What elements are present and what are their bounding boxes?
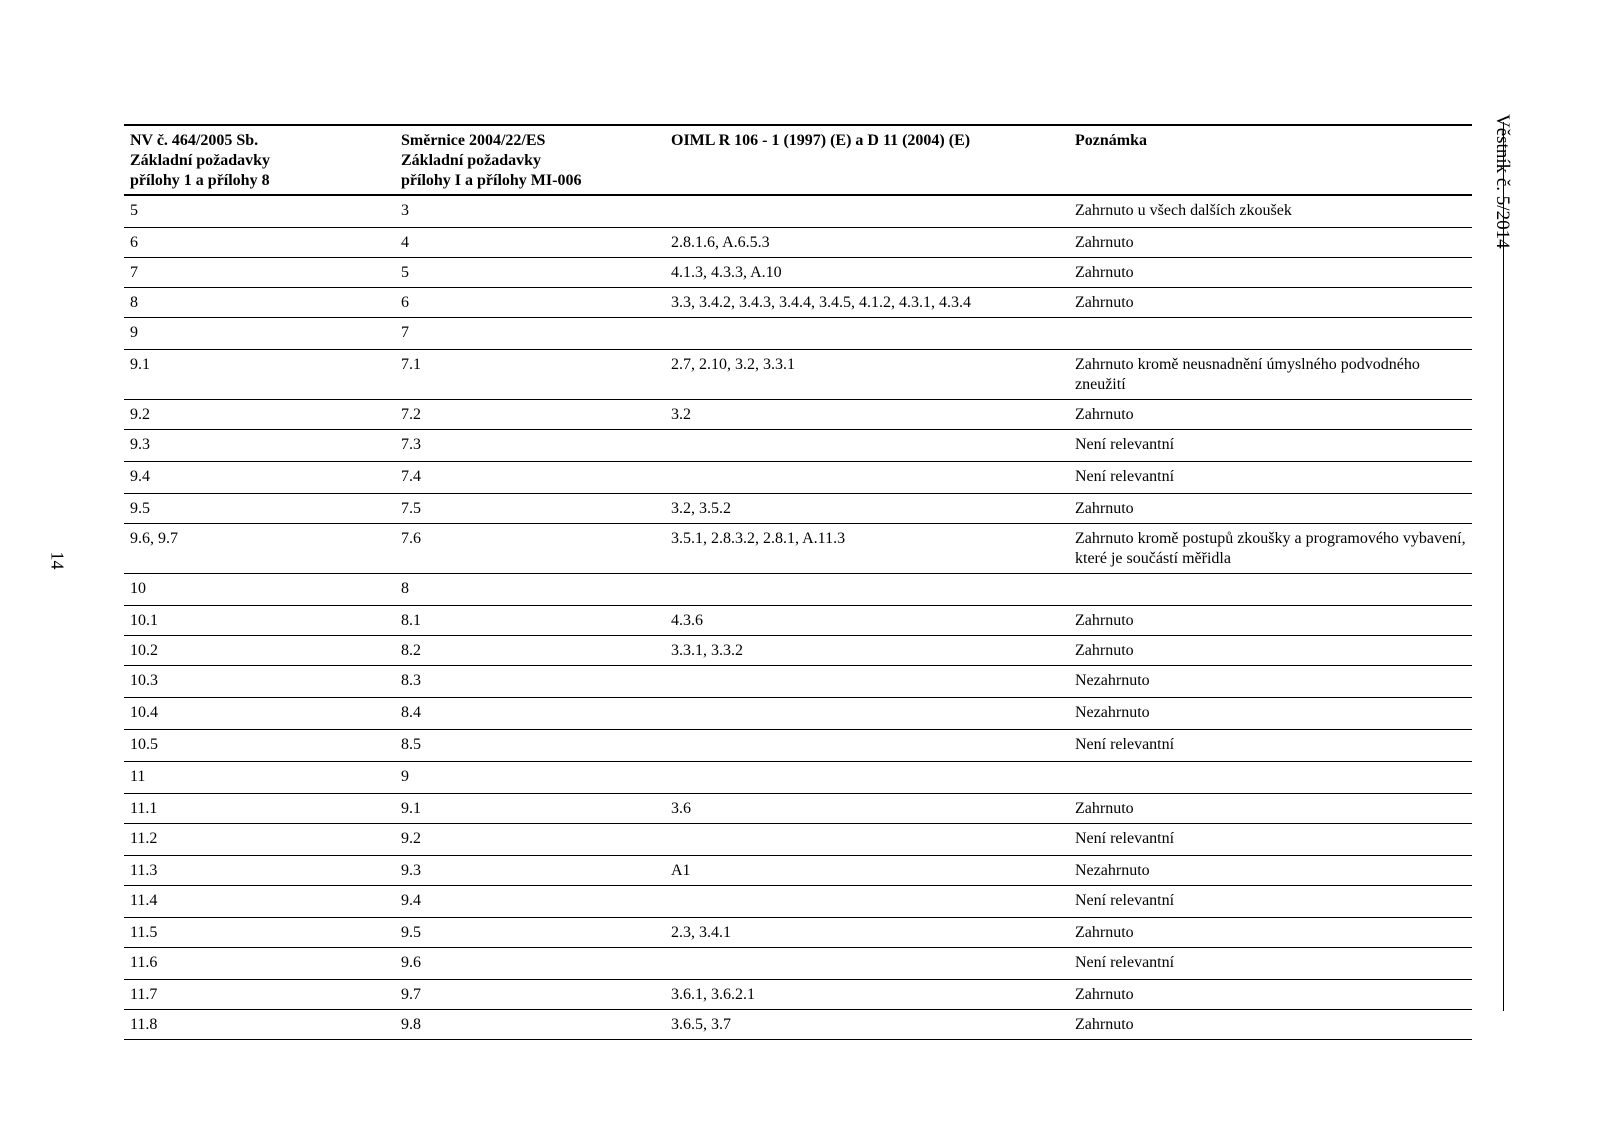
cell-oiml: A1 <box>671 862 691 879</box>
cell-poznamka: Nezahrnuto <box>1075 862 1150 879</box>
cell-smernice: 4 <box>401 234 409 251</box>
table-row <box>124 574 1472 606</box>
cell-nv: 9.3 <box>130 436 150 453</box>
cell-poznamka: Zahrnuto <box>1075 406 1134 423</box>
cell-poznamka: Zahrnuto <box>1075 1016 1134 1033</box>
cell-nv: 9.4 <box>130 468 150 485</box>
cell-oiml: 3.6.1, 3.6.2.1 <box>671 986 755 1003</box>
table-row <box>124 666 1472 698</box>
table-row <box>124 430 1472 462</box>
table-row <box>124 980 1472 1010</box>
cell-poznamka: Zahrnuto <box>1075 294 1134 311</box>
cell-nv: 10.1 <box>130 612 158 629</box>
cell-poznamka: Zahrnuto <box>1075 924 1134 941</box>
cell-smernice: 8.5 <box>401 736 421 753</box>
cell-nv: 9.1 <box>130 356 150 373</box>
cell-oiml <box>665 730 1069 762</box>
table-row <box>124 288 1472 318</box>
header-nv <box>124 125 395 195</box>
cell-oiml <box>665 318 1069 350</box>
cell-oiml: 3.3.1, 3.3.2 <box>671 642 743 659</box>
table-row <box>124 258 1472 288</box>
header-line: Směrnice 2004/22/ES <box>401 132 546 149</box>
cell-oiml <box>665 698 1069 730</box>
cell-smernice: 7.6 <box>401 530 421 547</box>
cell-nv: 8 <box>130 294 138 311</box>
cell-nv: 11.5 <box>130 924 158 941</box>
table-row <box>124 886 1472 918</box>
cell-nv: 11.1 <box>130 800 158 817</box>
cell-poznamka <box>1069 574 1472 606</box>
table-row <box>124 794 1472 824</box>
table-row <box>124 948 1472 980</box>
cell-smernice: 8.2 <box>401 642 421 659</box>
cell-smernice: 8.4 <box>401 704 421 721</box>
cell-nv: 9.2 <box>130 406 150 423</box>
cell-poznamka: Není relevantní <box>1075 954 1175 971</box>
header-line: Základní požadavky <box>130 152 271 169</box>
cell-poznamka: Zahrnuto kromě neusnadnění úmyslného podvodného zneužití <box>1075 356 1420 393</box>
cell-smernice: 9.3 <box>401 862 421 879</box>
cell-nv: 11.6 <box>130 954 158 971</box>
table-header-row <box>124 125 1472 195</box>
table-row <box>124 462 1472 494</box>
cell-oiml: 2.8.1.6, A.6.5.3 <box>671 234 770 251</box>
cell-smernice: 6 <box>401 294 409 311</box>
header-line: přílohy I a přílohy MI-006 <box>401 172 582 189</box>
cell-oiml: 3.5.1, 2.8.3.2, 2.8.1, A.11.3 <box>671 530 846 547</box>
cell-smernice: 9.7 <box>401 986 421 1003</box>
cell-smernice: 7.5 <box>401 500 421 517</box>
running-header: Věstník č. 5/2014 <box>1492 114 1513 249</box>
cell-poznamka: Zahrnuto <box>1075 500 1134 517</box>
cell-oiml <box>665 574 1069 606</box>
cell-nv: 11 <box>130 768 146 785</box>
cell-oiml <box>665 430 1069 462</box>
cell-smernice: 7.2 <box>401 406 421 423</box>
table-row <box>124 730 1472 762</box>
cell-poznamka: Zahrnuto <box>1075 612 1134 629</box>
header-poznamka <box>1069 125 1472 195</box>
cell-smernice: 8.1 <box>401 612 421 629</box>
table-row <box>124 494 1472 524</box>
cell-poznamka: Není relevantní <box>1075 436 1175 453</box>
cell-smernice: 7 <box>401 324 409 341</box>
cell-smernice: 7.4 <box>401 468 421 485</box>
cell-poznamka <box>1069 318 1472 350</box>
cell-nv: 6 <box>130 234 138 251</box>
header-line: Základní požadavky <box>401 152 542 169</box>
table-row <box>124 195 1472 228</box>
cell-nv: 11.7 <box>130 986 158 1003</box>
cell-nv: 10.3 <box>130 672 158 689</box>
requirements-table <box>124 124 1472 1040</box>
table-row <box>124 698 1472 730</box>
cell-smernice: 7.1 <box>401 356 421 373</box>
cell-smernice: 8.3 <box>401 672 421 689</box>
cell-smernice: 3 <box>401 202 409 219</box>
cell-oiml <box>665 462 1069 494</box>
cell-oiml: 4.1.3, 4.3.3, A.10 <box>671 264 782 281</box>
cell-smernice: 5 <box>401 264 409 281</box>
cell-poznamka: Zahrnuto <box>1075 234 1134 251</box>
cell-smernice: 9.5 <box>401 924 421 941</box>
header-line: NV č. 464/2005 Sb. <box>130 132 259 149</box>
cell-poznamka: Zahrnuto u všech dalších zkoušek <box>1075 202 1292 219</box>
table-row <box>124 350 1472 400</box>
cell-poznamka: Není relevantní <box>1075 892 1175 909</box>
cell-oiml: 3.2, 3.5.2 <box>671 500 731 517</box>
cell-poznamka: Není relevantní <box>1075 736 1175 753</box>
cell-smernice: 9 <box>401 768 409 785</box>
cell-smernice: 9.8 <box>401 1016 421 1033</box>
cell-oiml <box>665 948 1069 980</box>
header-line: OIML R 106 - 1 (1997) (E) a D 11 (2004) (E) <box>671 132 971 149</box>
table-row <box>124 856 1472 886</box>
header-rule <box>1503 122 1504 1011</box>
cell-nv: 11.2 <box>130 830 158 847</box>
cell-nv: 11.3 <box>130 862 158 879</box>
cell-nv: 9 <box>130 324 138 341</box>
cell-oiml <box>665 824 1069 856</box>
cell-nv: 10.4 <box>130 704 158 721</box>
cell-poznamka: Zahrnuto <box>1075 986 1134 1003</box>
cell-oiml: 3.3, 3.4.2, 3.4.3, 3.4.4, 3.4.5, 4.1.2, 4.3.1, 4.3.4 <box>671 294 971 311</box>
table-row <box>124 824 1472 856</box>
cell-oiml <box>665 886 1069 918</box>
cell-oiml: 2.7, 2.10, 3.2, 3.3.1 <box>671 356 795 373</box>
table-row <box>124 762 1472 794</box>
cell-poznamka: Nezahrnuto <box>1075 672 1150 689</box>
page-number: 14 <box>47 551 68 570</box>
header-line: Poznámka <box>1075 132 1147 149</box>
cell-nv: 10.5 <box>130 736 158 753</box>
cell-oiml: 2.3, 3.4.1 <box>671 924 731 941</box>
table-row <box>124 524 1472 574</box>
cell-nv: 5 <box>130 202 138 219</box>
cell-poznamka: Zahrnuto kromě postupů zkoušky a programového vybavení, které je součástí měřidla <box>1075 530 1466 567</box>
header-oiml <box>665 125 1069 195</box>
table-row <box>124 918 1472 948</box>
cell-oiml <box>665 666 1069 698</box>
cell-smernice: 9.4 <box>401 892 421 909</box>
cell-nv: 10.2 <box>130 642 158 659</box>
cell-oiml: 3.2 <box>671 406 691 423</box>
table-row <box>124 400 1472 430</box>
cell-smernice: 8 <box>401 580 409 597</box>
table-row <box>124 636 1472 666</box>
cell-smernice: 9.1 <box>401 800 421 817</box>
cell-oiml <box>665 195 1069 228</box>
header-smernice <box>395 125 665 195</box>
cell-oiml: 3.6.5, 3.7 <box>671 1016 731 1033</box>
cell-oiml: 3.6 <box>671 800 691 817</box>
table-row <box>124 228 1472 258</box>
cell-smernice: 9.2 <box>401 830 421 847</box>
cell-oiml <box>665 762 1069 794</box>
cell-nv: 11.4 <box>130 892 158 909</box>
cell-nv: 9.5 <box>130 500 150 517</box>
table-row <box>124 318 1472 350</box>
cell-poznamka <box>1069 762 1472 794</box>
cell-poznamka: Není relevantní <box>1075 830 1175 847</box>
cell-poznamka: Zahrnuto <box>1075 800 1134 817</box>
cell-nv: 9.6, 9.7 <box>130 530 178 547</box>
header-line: přílohy 1 a přílohy 8 <box>130 172 270 189</box>
table-row <box>124 606 1472 636</box>
table-row <box>124 1010 1472 1040</box>
cell-nv: 7 <box>130 264 138 281</box>
cell-oiml: 4.3.6 <box>671 612 703 629</box>
cell-nv: 11.8 <box>130 1016 158 1033</box>
cell-nv: 10 <box>130 580 146 597</box>
cell-smernice: 9.6 <box>401 954 421 971</box>
cell-poznamka: Zahrnuto <box>1075 264 1134 281</box>
cell-poznamka: Nezahrnuto <box>1075 704 1150 721</box>
cell-poznamka: Není relevantní <box>1075 468 1175 485</box>
cell-poznamka: Zahrnuto <box>1075 642 1134 659</box>
cell-smernice: 7.3 <box>401 436 421 453</box>
